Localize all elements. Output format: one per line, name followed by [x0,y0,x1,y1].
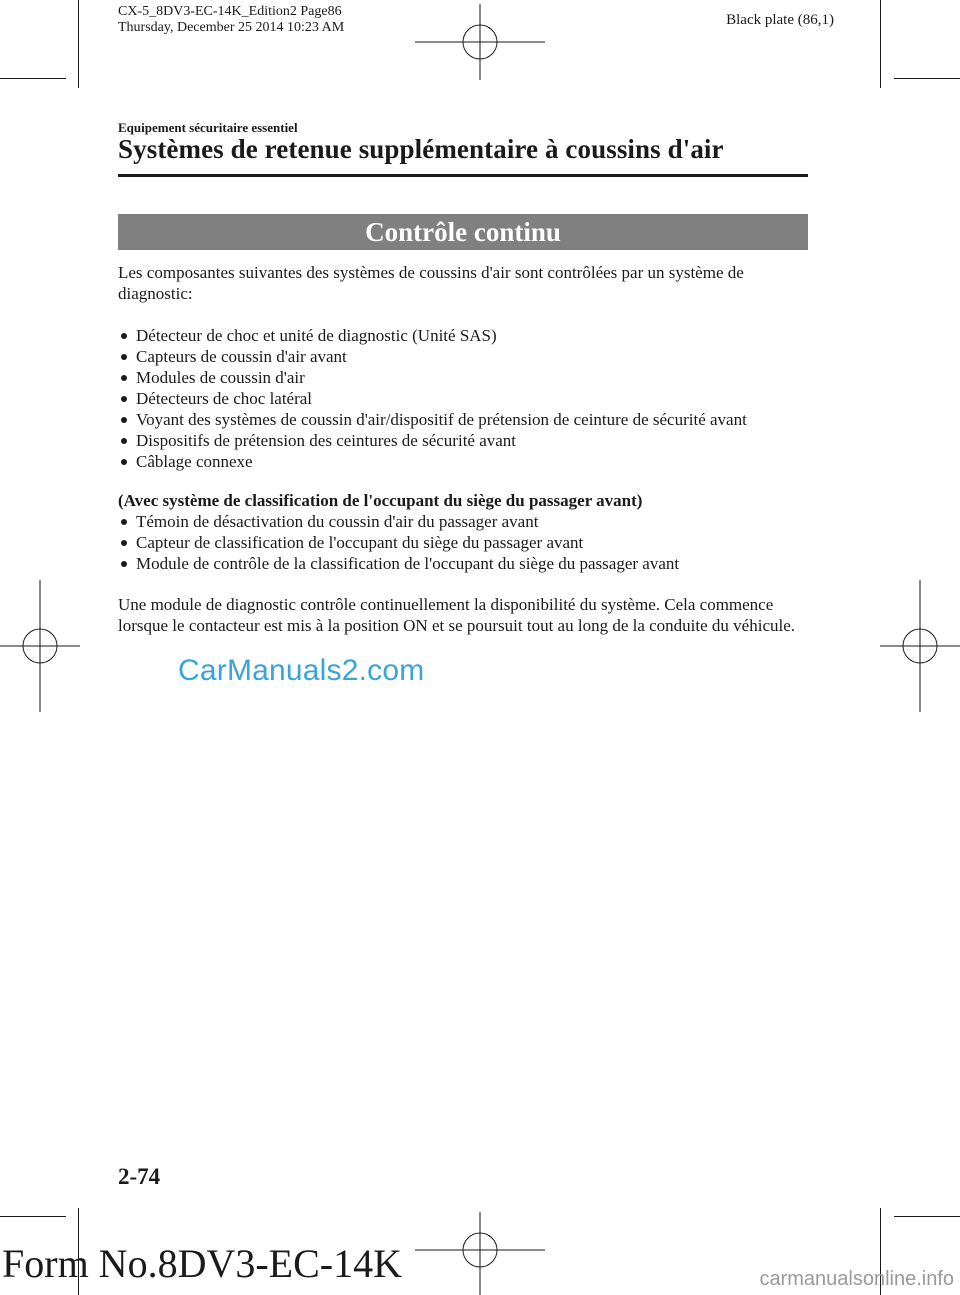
bullet-icon [121,396,127,402]
bullet-icon [121,519,127,525]
bullet-icon [121,333,127,339]
print-info-line: Thursday, December 25 2014 10:23 AM [118,20,345,35]
chapter-title: Systèmes de retenue supplémentaire à coussins d'air [118,134,724,164]
list-item-text: Détecteurs de choc latéral [136,389,313,408]
group-component-list [118,511,808,574]
outro-paragraph: Une module de diagnostic contrôle continuellement la disponibilité du système. Cela commence lorsque le contacteur est mis à la position ON et se poursuit tout au long de la conduite du véhicule. [118,595,796,635]
watermark: CarManuals2.com [178,654,425,687]
crop-mark [0,78,66,79]
section-heading [118,214,808,250]
crop-mark [880,0,881,88]
registration-mark-icon [415,1212,545,1295]
list-item-text: Modules de coussin d'air [136,368,305,387]
list-item [118,553,808,574]
plate-label: Black plate (86,1) [726,12,834,28]
form-number: Form No.8DV3-EC-14K [2,1241,402,1286]
bullet-icon [121,354,127,360]
list-item-text: Câblage connexe [136,452,253,471]
bullet-icon [121,438,127,444]
group-heading: (Avec système de classification de l'occupant du siège du passager avant) [118,491,643,510]
bullet-icon [121,540,127,546]
bullet-icon [121,561,127,567]
list-item [118,388,808,409]
site-watermark: carmanualsonline.info [759,1268,954,1290]
bullet-icon [121,417,127,423]
registration-mark-icon [880,580,960,712]
list-item [118,532,808,553]
print-info [118,4,344,36]
list-item-text: Dispositifs de prétension des ceintures de sécurité avant [136,431,517,450]
crop-mark [0,1216,66,1217]
section-label: Equipement sécuritaire essentiel [118,120,298,135]
list-item [118,367,808,388]
registration-mark-icon [0,580,80,712]
registration-mark-icon [415,0,545,80]
list-item-text: Module de contrôle de la classification de l'occupant du siège du passager avant [136,554,680,573]
list-item [118,430,808,451]
print-info-line: CX-5_8DV3-EC-14K_Edition2 Page86 [118,4,342,19]
intro-paragraph: Les composantes suivantes des systèmes de coussins d'air sont contrôlées par un système de diagnostic: [118,263,744,303]
list-item [118,346,808,367]
section-heading-text: Contrôle continu [365,216,561,247]
list-item-text: Détecteur de choc et unité de diagnostic (Unité SAS) [136,326,497,345]
page-number: 2-74 [118,1164,161,1189]
component-list [118,325,808,472]
bullet-icon [121,459,127,465]
chapter-divider [118,174,808,177]
crop-mark [894,1216,960,1217]
list-item-text: Capteur de classification de l'occupant du siège du passager avant [136,533,584,552]
list-item-text: Capteurs de coussin d'air avant [136,347,347,366]
list-item [118,511,808,532]
crop-mark [78,0,79,88]
list-item-text: Voyant des systèmes de coussin d'air/dispositif de prétension de ceinture de sécurité avant [136,410,747,429]
bullet-icon [121,375,127,381]
list-item-text: Témoin de désactivation du coussin d'air du passager avant [136,512,539,531]
list-item [118,325,808,346]
crop-mark [894,78,960,79]
list-item [118,409,808,430]
list-item [118,451,808,472]
